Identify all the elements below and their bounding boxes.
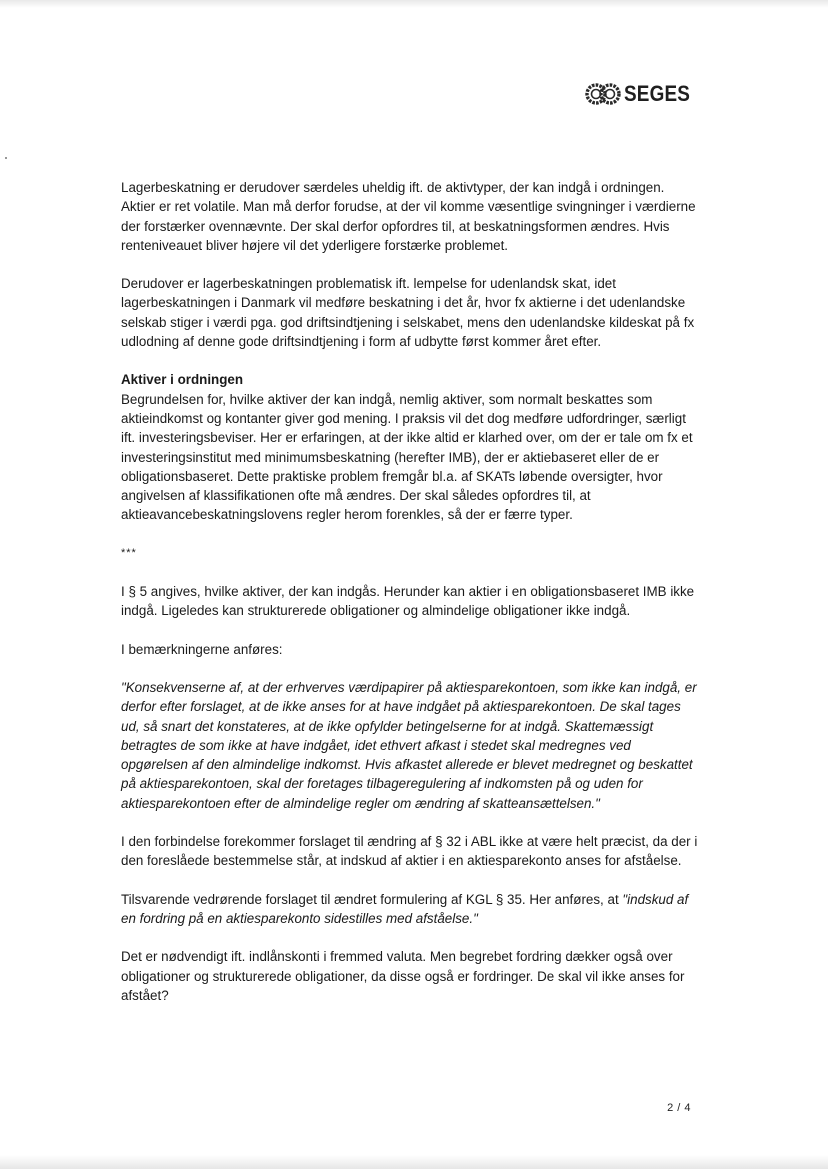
paragraph-bemaerkninger: I bemærkningerne anføres: (121, 641, 283, 657)
paragraph-kgl-35 (121, 890, 701, 929)
kgl-quote-text: "indskud af en fordring på en aktiesparekonto sidestilles med afståelse." (121, 891, 689, 926)
section-heading: Aktiver i ordningen (121, 372, 244, 388)
letter-body (121, 178, 701, 1024)
logo-wordmark: SEGES (624, 81, 691, 106)
seges-emblem-icon (585, 82, 621, 106)
paragraph-abl-32: I den forbindelse forekommer forslaget til ændring af § 32 i ABL ikke at være helt præcist, da der i den foreslåede bestemmelse står, at indskud af aktier i en aktiesparekonto anses for afståelse. (121, 834, 698, 869)
seges-logo (585, 82, 701, 106)
scan-bottom-edge (0, 1155, 828, 1169)
scan-top-edge (0, 0, 828, 8)
kgl-lead-text: Tilsvarende vedrørende forslaget til ændret formulering af KGL § 35. Her anføres, at (121, 891, 623, 907)
paragraph-paragraf-5: I § 5 angives, hvilke aktiver, der kan indgås. Herunder kan aktier i en obligationsbaseret IMB ikke indgå. Ligeledes kan strukturerede obligationer og almindelige obligationer ikke indgå. (121, 584, 695, 619)
paragraph-begrundelse: Begrundelsen for, hvilke aktiver der kan indgå, nemlig aktiver, som normalt beskattes som aktieindkomst og kontanter giver god mening. I praksis vil det dog medføre udfordringer, særligt ift. investeringsbeviser. Her er erfaringen, at der ikke altid er klarhed over, om der er tale om fx et investeringsinstitut med minimumsbeskatning (herefter IMB), der er aktiebaseret eller de er obligationsbaseret. Dette praktiske problem fremgår bl.a. af SKATs løbende oversigter, hvor angivelsen af klassifikationen ofte må ændres. Der skal således opfordres til, at aktieavancebeskatningslovens regler herom forenkles, så der er færre typer. (121, 391, 693, 523)
page-number: 2 / 4 (667, 1102, 691, 1114)
quoted-remarks: "Konsekvenserne af, at der erhverves værdipapirer på aktiesparekontoen, som ikke kan indgå, er derfor efter forslaget, at de ikke anses for at have indgået på aktiesparekontoen. De skal tages ud, så snart det konstateres, at de ikke opfylder betingelserne for at indgå. Skattemæssigt betragtes de som ikke at have indgået, idet ethvert afkast i stedet skal medregnes ved opgørelsen af den almindelige indkomst. Hvis afkastet allerede er blevet medregnet og beskattet på aktiesparekontoen, skal der foretages tilbageregulering af indkomsten på og uden for aktiesparekontoen efter de almindelige regler om ændring af skatteansættelsen." (121, 679, 697, 811)
paragraph-lempelse: Derudover er lagerbeskatningen problematisk ift. lempelse for udenlandsk skat, idet lagerbeskatningen i Danmark vil medføre beskatning i det år, hvor fx aktierne i det udenlandske selskab stiger i værdi pga. god driftsindtjening i selskabet, mens den udenlandske kildeskat på fx udlodning af denne gode driftsindtjening i form af udbytte først kommer året efter. (121, 276, 695, 350)
scan-speck (5, 157, 7, 159)
paragraph-lagerbeskatning: Lagerbeskatning er derudover særdeles uheldig ift. de aktivtyper, der kan indgå i ordningen. Aktier er ret volatile. Man må derfor forudse, at der vil komme væsentlige svingninger i værdierne der forstærker ovennævnte. Der skal derfor opfordres til, at beskatningsformen ændres. Hvis renteniveauet bliver højere vil det yderligere forstærke problemet. (121, 180, 696, 253)
paragraph-fordring: Det er nødvendigt ift. indlånskonti i fremmed valuta. Men begrebet fordring dækker også over obligationer og strukturerede obligationer, da disse også er fordringer. De skal vil ikke anses for afstået? (121, 949, 685, 1003)
section-separator: *** (121, 546, 137, 559)
